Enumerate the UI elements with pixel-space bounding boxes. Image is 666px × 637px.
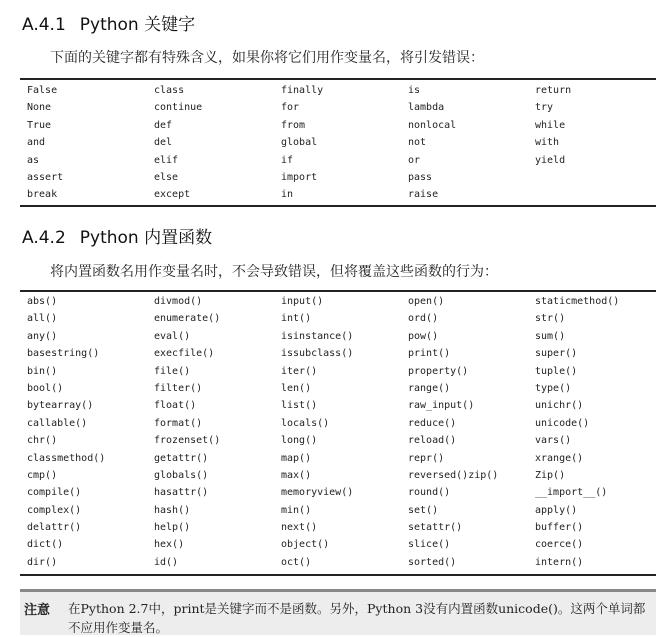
keyword-cell: from xyxy=(281,119,306,131)
builtin-function-cell: sum() xyxy=(535,330,566,342)
keyword-cell: yield xyxy=(535,154,566,166)
builtin-function-cell: iter() xyxy=(281,365,318,377)
builtin-function-cell: format() xyxy=(154,417,203,429)
keyword-cell: import xyxy=(281,171,318,183)
keywords-table xyxy=(27,85,655,207)
builtin-function-cell: frozenset() xyxy=(154,435,221,447)
keyword-cell: True xyxy=(27,119,52,131)
keyword-cell: or xyxy=(408,154,421,166)
builtins-table xyxy=(27,296,655,574)
builtin-function-cell: sorted() xyxy=(408,556,457,568)
builtin-function-cell: hex() xyxy=(154,539,185,551)
keyword-cell: try xyxy=(535,102,554,114)
builtin-function-cell: compile() xyxy=(27,487,82,499)
builtin-function-cell: int() xyxy=(281,313,312,325)
builtin-function-cell: memoryview() xyxy=(281,487,354,499)
builtin-function-cell: classmethod() xyxy=(27,452,106,464)
builtins-table-bottom-rule xyxy=(20,574,656,576)
builtin-function-cell: globals() xyxy=(154,469,209,481)
builtin-function-cell: property() xyxy=(408,365,469,377)
builtin-function-cell: any() xyxy=(27,330,58,342)
builtins-heading xyxy=(22,223,212,248)
keyword-cell: global xyxy=(281,137,318,149)
builtin-function-cell: enumerate() xyxy=(154,313,221,325)
builtin-function-cell: help() xyxy=(154,522,191,534)
builtin-function-cell: print() xyxy=(408,348,451,360)
builtin-function-cell: input() xyxy=(281,296,324,307)
builtin-function-cell: range() xyxy=(408,382,451,394)
builtin-function-cell: getattr() xyxy=(154,452,209,464)
builtin-function-cell: min() xyxy=(281,504,312,516)
keyword-cell: else xyxy=(154,171,179,183)
keyword-cell: except xyxy=(154,189,191,201)
keywords-heading xyxy=(22,10,195,35)
builtin-function-cell: bool() xyxy=(27,382,64,394)
builtin-function-cell: complex() xyxy=(27,504,82,516)
keyword-cell: while xyxy=(535,119,566,131)
builtin-function-cell: open() xyxy=(408,296,445,307)
keyword-cell: in xyxy=(281,189,294,201)
keyword-cell: elif xyxy=(154,154,179,166)
keyword-cell: with xyxy=(535,137,560,149)
builtin-function-cell: str() xyxy=(535,313,566,325)
builtin-function-cell: apply() xyxy=(535,504,578,516)
keyword-cell: is xyxy=(408,85,421,96)
builtin-function-cell: reload() xyxy=(408,435,457,447)
keyword-cell: finally xyxy=(281,85,324,96)
builtin-function-cell: reduce() xyxy=(408,417,457,429)
builtin-function-cell: float() xyxy=(154,400,197,412)
builtin-function-cell: setattr() xyxy=(408,522,463,534)
builtin-function-cell: ord() xyxy=(408,313,439,325)
builtin-function-cell: divmod() xyxy=(154,296,203,307)
builtin-function-cell: oct() xyxy=(281,556,312,568)
builtin-function-cell: hash() xyxy=(154,504,191,516)
builtin-function-cell: dict() xyxy=(27,539,64,551)
builtin-function-cell: pow() xyxy=(408,330,439,342)
builtin-function-cell: abs() xyxy=(27,296,58,307)
keywords-table-bottom-rule xyxy=(20,205,656,207)
keywords-intro: 下面的关键字都有特殊含义，如果你将它们用作变量名，将引发错误： xyxy=(50,50,484,66)
keyword-cell: return xyxy=(535,85,572,96)
builtin-function-cell: chr() xyxy=(27,435,58,447)
builtin-function-cell: buffer() xyxy=(535,522,584,534)
builtin-function-cell: object() xyxy=(281,539,330,551)
keyword-cell: continue xyxy=(154,102,203,114)
builtin-function-cell: locals() xyxy=(281,417,330,429)
builtin-function-cell: eval() xyxy=(154,330,191,342)
builtin-function-cell: isinstance() xyxy=(281,330,354,342)
keyword-cell: None xyxy=(27,102,52,114)
builtin-function-cell: callable() xyxy=(27,417,88,429)
builtin-function-cell: unicode() xyxy=(535,417,590,429)
builtin-function-cell: raw_input() xyxy=(408,400,475,412)
builtin-function-cell: super() xyxy=(535,348,578,360)
builtin-function-cell: basestring() xyxy=(27,348,100,360)
keyword-cell: class xyxy=(154,85,185,96)
note-box xyxy=(20,589,656,635)
builtin-function-cell: all() xyxy=(27,313,58,325)
keyword-cell: lambda xyxy=(408,102,445,114)
keyword-cell: False xyxy=(27,85,58,96)
keyword-cell: not xyxy=(408,137,427,149)
builtin-function-cell: next() xyxy=(281,522,318,534)
keywords-section-number: A.4.1 xyxy=(22,15,66,35)
builtin-function-cell: list() xyxy=(281,400,318,412)
builtin-function-cell: coerce() xyxy=(535,539,584,551)
builtin-function-cell: xrange() xyxy=(535,452,584,464)
builtin-function-cell: cmp() xyxy=(27,469,58,481)
keyword-cell xyxy=(535,172,655,189)
keyword-cell: del xyxy=(154,137,173,149)
builtin-function-cell: max() xyxy=(281,469,312,481)
builtin-function-cell: __import__() xyxy=(535,487,608,499)
note-label: 注意 xyxy=(24,603,51,618)
keyword-cell: raise xyxy=(408,189,439,201)
builtin-function-cell: long() xyxy=(281,435,318,447)
builtin-function-cell: staticmethod() xyxy=(535,296,620,307)
keywords-section-title: Python 关键字 xyxy=(79,15,196,35)
builtin-function-cell: file() xyxy=(154,365,191,377)
keyword-cell: pass xyxy=(408,171,433,183)
keyword-cell: if xyxy=(281,154,294,166)
builtin-function-cell: map() xyxy=(281,452,312,464)
builtin-function-cell: repr() xyxy=(408,452,445,464)
keyword-cell: assert xyxy=(27,171,64,183)
builtin-function-cell: Zip() xyxy=(535,469,566,481)
builtin-function-cell: bytearray() xyxy=(27,400,94,412)
keyword-cell: as xyxy=(27,154,40,166)
keyword-cell: def xyxy=(154,119,173,131)
builtin-function-cell: unichr() xyxy=(535,400,584,412)
keyword-cell: break xyxy=(27,189,58,201)
builtin-function-cell: len() xyxy=(281,382,312,394)
note-text: 在Python 2.7中，print是关键字而不是函数。另外，Python 3没有内置函数unicode()。这两个单词都不应用作变量名。 xyxy=(68,601,646,635)
builtin-function-cell: dir() xyxy=(27,556,58,568)
builtin-function-cell: round() xyxy=(408,487,451,499)
builtin-function-cell: bin() xyxy=(27,365,58,377)
keyword-cell: for xyxy=(281,102,300,114)
builtin-function-cell: hasattr() xyxy=(154,487,209,499)
keywords-table-top-rule xyxy=(20,78,656,80)
keyword-cell: and xyxy=(27,137,46,149)
builtin-function-cell: slice() xyxy=(408,539,451,551)
builtin-function-cell: intern() xyxy=(535,556,584,568)
builtins-section-title: Python 内置函数 xyxy=(79,228,213,248)
builtin-function-cell: filter() xyxy=(154,382,203,394)
builtin-function-cell: execfile() xyxy=(154,348,215,360)
builtin-function-cell: tuple() xyxy=(535,365,578,377)
builtin-function-cell: delattr() xyxy=(27,522,82,534)
builtin-function-cell: issubclass() xyxy=(281,348,354,360)
keyword-cell: nonlocal xyxy=(408,119,457,131)
builtin-function-cell: id() xyxy=(154,556,179,568)
builtins-table-top-rule xyxy=(20,290,656,292)
builtin-function-cell: type() xyxy=(535,382,572,394)
builtin-function-cell: vars() xyxy=(535,435,572,447)
builtins-section-number: A.4.2 xyxy=(22,228,66,248)
builtin-function-cell: reversed()zip() xyxy=(408,469,499,481)
builtin-function-cell: set() xyxy=(408,504,439,516)
builtins-intro: 将内置函数名用作变量名时，不会导致错误，但将覆盖这些函数的行为： xyxy=(50,264,498,280)
